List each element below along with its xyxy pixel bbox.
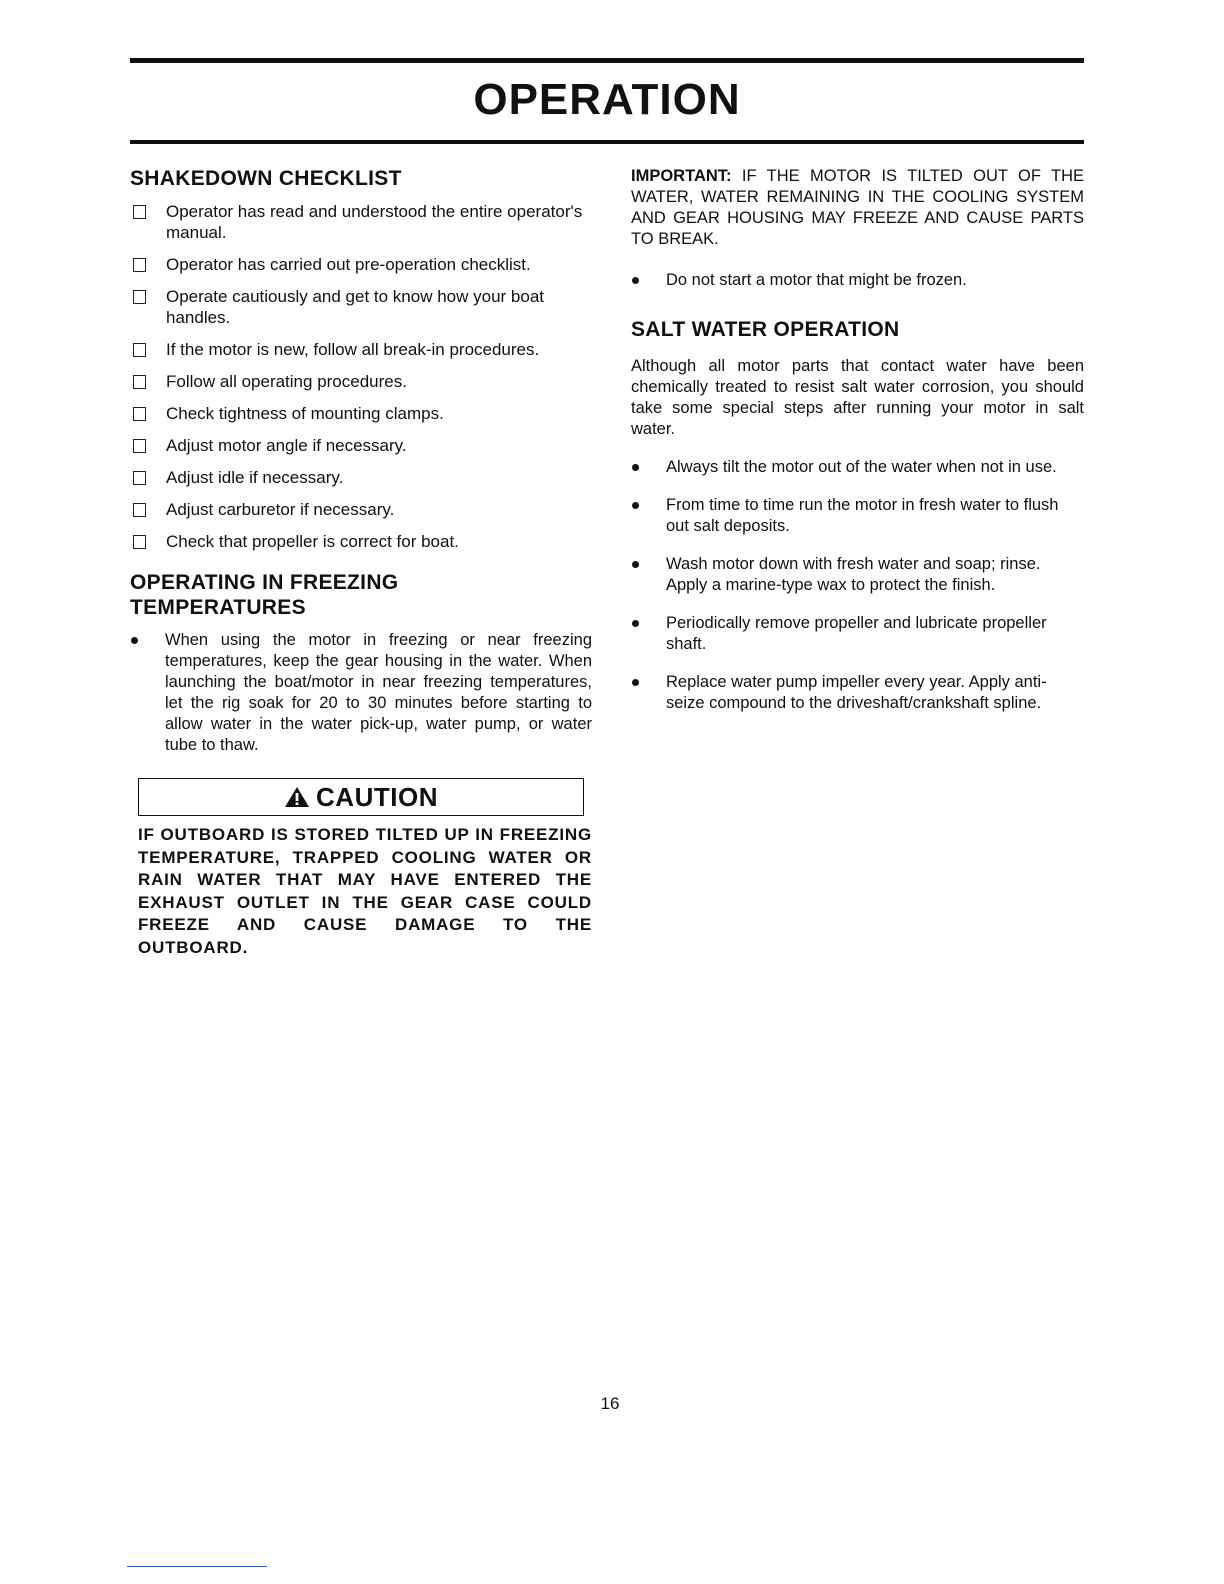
salt-water-bullets bbox=[631, 457, 1084, 714]
caution-box bbox=[138, 778, 584, 816]
freezing-bullets bbox=[130, 630, 592, 756]
list-item: Periodically remove propeller and lubricate propeller shaft. bbox=[631, 613, 1084, 655]
checklist-item: Adjust idle if necessary. bbox=[130, 467, 592, 488]
checklist-item: Adjust motor angle if necessary. bbox=[130, 435, 592, 456]
checklist-item: Operate cautiously and get to know how your boat handles. bbox=[130, 286, 592, 328]
checkbox-icon bbox=[133, 535, 146, 549]
checkbox-icon bbox=[133, 503, 146, 517]
footer-line bbox=[127, 1566, 267, 1567]
checkbox-icon bbox=[133, 205, 146, 219]
list-item: From time to time run the motor in fresh water to flush out salt deposits. bbox=[631, 495, 1084, 537]
freezing-heading: OPERATING IN FREEZING TEMPERATURES bbox=[130, 571, 399, 619]
important-label: IMPORTANT: bbox=[631, 167, 732, 185]
checklist-item: Adjust carburetor if necessary. bbox=[130, 499, 592, 520]
list-item: Do not start a motor that might be frozen. bbox=[631, 270, 1084, 291]
page-title: OPERATION bbox=[473, 75, 741, 124]
bullet-icon bbox=[632, 502, 639, 509]
checklist-item: Check that propeller is correct for boat. bbox=[130, 531, 592, 552]
checkbox-icon bbox=[133, 407, 146, 421]
shakedown-checklist bbox=[130, 201, 592, 552]
list-item: Wash motor down with fresh water and soap; rinse. Apply a marine-type wax to protect the finish. bbox=[631, 554, 1084, 596]
checklist-item: Operator has read and understood the entire operator's manual. bbox=[130, 201, 592, 243]
bullet-icon bbox=[131, 637, 138, 644]
checkbox-icon bbox=[133, 343, 146, 357]
checkbox-icon bbox=[133, 439, 146, 453]
checklist-item: Operator has carried out pre-operation checklist. bbox=[130, 254, 592, 275]
right-column bbox=[631, 166, 1084, 731]
caution-label: CAUTION bbox=[316, 781, 438, 812]
important-note bbox=[631, 166, 1084, 250]
left-column bbox=[130, 166, 592, 959]
bullet-icon bbox=[632, 620, 639, 627]
salt-water-intro: Although all motor parts that contact water have been chemically treated to resist salt water corrosion, you should take some special steps after running your motor in salt water. bbox=[631, 357, 1084, 438]
bullet-icon bbox=[632, 561, 639, 568]
checkbox-icon bbox=[133, 290, 146, 304]
caution-text: IF OUTBOARD IS STORED TILTED UP IN FREEZING TEMPERATURE, TRAPPED COOLING WATER OR RAIN WATER THAT MAY HAVE ENTERED THE EXHAUST OUTLET IN THE GEAR CASE COULD FREEZE AND CAUSE DAMAGE TO THE OUTBOARD. bbox=[138, 825, 592, 957]
list-item: When using the motor in freezing or near freezing temperatures, keep the gear housing in the water. When launching the boat/motor in near freezing temperatures, let the rig soak for 20 to 30 minutes before starting to allow water in the water pick-up, water pump, or water tube to thaw. bbox=[130, 630, 592, 756]
bullet-icon bbox=[632, 277, 639, 284]
checklist-item: Follow all operating procedures. bbox=[130, 371, 592, 392]
bullet-icon bbox=[632, 679, 639, 686]
salt-water-heading: SALT WATER OPERATION bbox=[631, 318, 900, 341]
important-text: IF THE MOTOR IS TILTED OUT OF THE WATER, WATER REMAINING IN THE COOLING SYSTEM AND GEAR HOUSING MAY FREEZE AND CAUSE PARTS TO BREAK. bbox=[631, 167, 1084, 248]
bullet-icon bbox=[632, 464, 639, 471]
checklist-item: If the motor is new, follow all break-in procedures. bbox=[130, 339, 592, 360]
checkbox-icon bbox=[133, 258, 146, 272]
checklist-item: Check tightness of mounting clamps. bbox=[130, 403, 592, 424]
important-bullets bbox=[631, 270, 1084, 291]
warning-triangle-icon bbox=[284, 786, 310, 808]
page-number: 16 bbox=[600, 1394, 620, 1413]
checkbox-icon bbox=[133, 375, 146, 389]
title-bottom-rule bbox=[130, 140, 1084, 144]
top-rule bbox=[130, 58, 1084, 63]
list-item: Always tilt the motor out of the water when not in use. bbox=[631, 457, 1084, 478]
shakedown-heading: SHAKEDOWN CHECKLIST bbox=[130, 167, 402, 190]
checkbox-icon bbox=[133, 471, 146, 485]
list-item: Replace water pump impeller every year. Apply anti-seize compound to the driveshaft/crankshaft spline. bbox=[631, 672, 1084, 714]
